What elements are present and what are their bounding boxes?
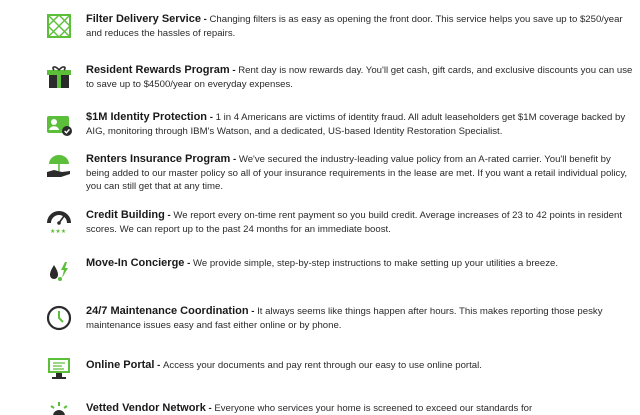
item-description: Access your documents and pay rent through our easy to use online portal. — [163, 360, 482, 371]
list-item — [46, 208, 636, 236]
svg-text:★★★: ★★★ — [50, 228, 67, 234]
list-item — [46, 355, 636, 381]
item-text: Credit Building - We report every on-time rent payment so you build credit. Average increases of 23 to 42 points in resident scores. We can report up to the past 24 months for an immediate boost. — [86, 209, 623, 235]
item-text: Online Portal - Access your documents and pay rent through our easy to use online portal. — [86, 359, 482, 371]
list-item — [46, 64, 636, 91]
list-item — [46, 13, 636, 40]
item-description: We report every on-time rent payment so you build credit. Average increases of 23 to 42 points in resident scores. We can report up to the past 24 months for an immediate boost. — [86, 210, 623, 235]
gift-icon — [46, 64, 72, 90]
item-description: Changing filters is as easy as opening the front door. This service helps you save up to $250/year and reduces the hassles of repairs. — [86, 14, 623, 39]
air-filter-icon — [46, 13, 72, 39]
item-description: We provide simple, step-by-step instructions to make setting up your utilities a breeze. — [192, 258, 559, 269]
utilities-icon — [46, 257, 72, 283]
item-text: Renters Insurance Program - We've secured the industry-leading value policy from an A-rated carrier. You'll benefit by being added to our master policy so all of your insurance requirements in the lease are met. If you want a retail individual policy, you can still get that at any time. — [86, 153, 628, 193]
item-title: Credit Building — [86, 209, 165, 221]
item-description: We've secured the industry-leading value policy from an A-rated carrier. You'll benefit by being added to our master policy so all of your insurance requirements in the lease are met. If you want a retail individual policy, you can still get that at any time. — [86, 154, 628, 193]
umbrella-hand-icon — [46, 153, 72, 179]
credit-gauge-icon — [46, 208, 72, 234]
item-title: Renters Insurance Program — [86, 153, 231, 165]
item-title: Move-In Concierge — [86, 257, 185, 269]
list-item — [46, 153, 636, 194]
item-title: Filter Delivery Service — [86, 13, 201, 25]
list-item — [46, 111, 636, 138]
item-text: $1M Identity Protection - 1 in 4 Americans are victims of identity fraud. All adult leaseholders get $1M coverage backed by AIG, monitoring through IBM's Watson, and a dedicated, US-based Identity Restoration Specialist. — [86, 111, 626, 137]
list-item — [46, 257, 636, 283]
item-description: It always seems like things happen after hours. This makes reporting those pesky maintenance issues easy and fast either online or by phone. — [86, 306, 603, 331]
item-title: 24/7 Maintenance Coordination — [86, 305, 249, 317]
item-text: Resident Rewards Program - Rent day is now rewards day. You'll get cash, gift cards, and exclusive discounts you can use to save up to $4500/year on everyday expenses. — [86, 64, 633, 90]
list-item — [46, 400, 636, 415]
item-text: Move-In Concierge - We provide simple, step-by-step instructions to make setting up your utilities a breeze. — [86, 257, 559, 269]
list-item — [46, 305, 636, 332]
item-title: Online Portal — [86, 359, 155, 371]
item-text: Vetted Vendor Network - Everyone who services your home is screened to exceed our standards for — [86, 402, 533, 414]
item-title: Vetted Vendor Network — [86, 402, 206, 414]
item-title: Resident Rewards Program — [86, 64, 230, 76]
item-title: $1M Identity Protection — [86, 111, 208, 123]
clock-icon — [46, 305, 72, 331]
identity-card-icon — [46, 111, 72, 137]
item-text: 24/7 Maintenance Coordination - It always seems like things happen after hours. This makes reporting those pesky maintenance issues easy and fast either online or by phone. — [86, 305, 603, 331]
item-text: Filter Delivery Service - Changing filters is as easy as opening the front door. This service helps you save up to $250/year and reduces the hassles of repairs. — [86, 13, 623, 39]
lightbulb-icon — [46, 400, 72, 415]
item-description: Rent day is now rewards day. You'll get cash, gift cards, and exclusive discounts you can use to save up to $4500/year on everyday expenses. — [86, 65, 633, 90]
computer-icon — [46, 355, 72, 381]
item-description: Everyone who services your home is screened to exceed our standards for — [214, 403, 533, 414]
item-description: 1 in 4 Americans are victims of identity fraud. All adult leaseholders get $1M coverage backed by AIG, monitoring through IBM's Watson, and a dedicated, US-based Identity Restoration Specialist. — [86, 112, 626, 137]
